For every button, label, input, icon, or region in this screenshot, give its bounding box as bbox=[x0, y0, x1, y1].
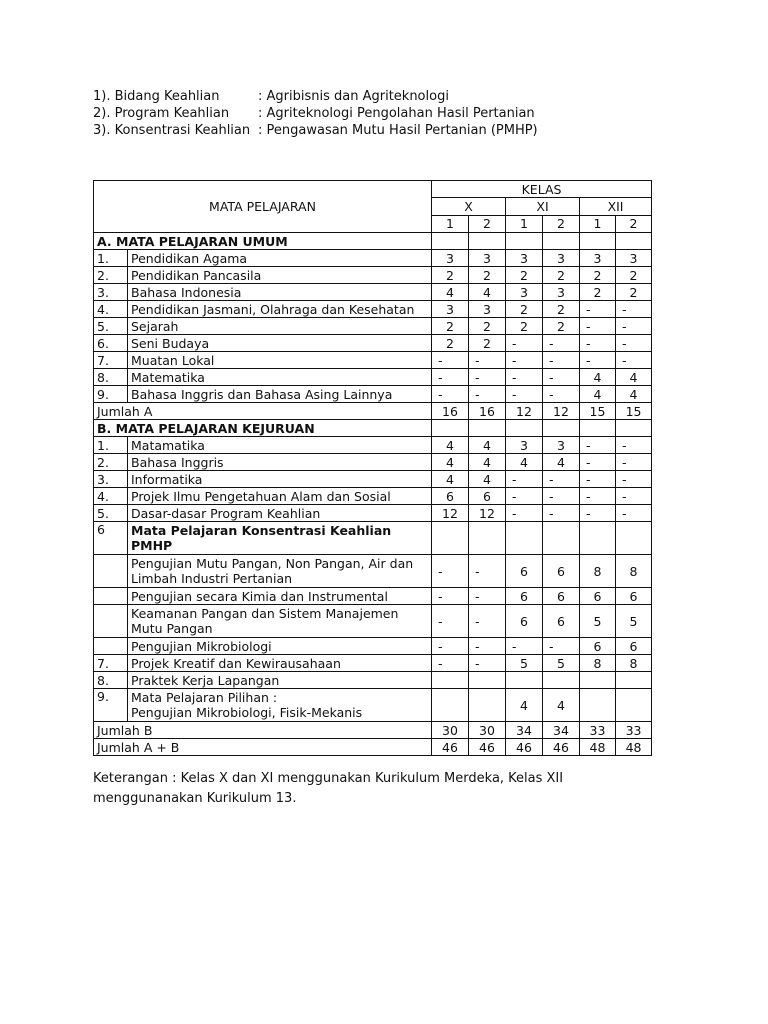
subject-number: 6. bbox=[94, 335, 128, 352]
hours-cell: - bbox=[543, 488, 580, 505]
kelas-header: KELAS bbox=[432, 181, 652, 198]
hours-cell: 3 bbox=[469, 250, 506, 267]
hours-cell: 33 bbox=[580, 722, 616, 739]
jumlah-a-row-label: Jumlah A bbox=[94, 403, 432, 420]
subject-row bbox=[94, 488, 652, 505]
footnote: Keterangan : Kelas X dan XI menggunakan Kurikulum Merdeka, Kelas XII menggunanakan Kurikulum 13. bbox=[93, 771, 564, 806]
hours-cell: 3 bbox=[543, 250, 580, 267]
info-value: : Pengawasan Mutu Hasil Pertanian (PMHP) bbox=[258, 123, 538, 138]
hours-cell: 2 bbox=[469, 267, 506, 284]
subject-row bbox=[94, 352, 652, 369]
hours-cell: - bbox=[506, 352, 543, 369]
subject-row bbox=[94, 655, 652, 672]
konsentrasi-item-name: Pengujian secara Kimia dan Instrumental bbox=[128, 588, 432, 605]
hours-cell: 4 bbox=[543, 689, 580, 722]
empty-cell bbox=[616, 522, 652, 555]
hours-cell: - bbox=[469, 588, 506, 605]
hours-cell: - bbox=[432, 386, 469, 403]
hours-cell: - bbox=[580, 437, 616, 454]
hours-cell: 3 bbox=[543, 437, 580, 454]
subject-name: Seni Budaya bbox=[128, 335, 432, 352]
curriculum-table-body bbox=[94, 181, 652, 756]
hours-cell: 4 bbox=[432, 284, 469, 301]
hours-cell: - bbox=[580, 488, 616, 505]
hours-cell bbox=[580, 689, 616, 722]
hours-cell: 30 bbox=[469, 722, 506, 739]
konsentrasi-header-row bbox=[94, 522, 652, 555]
hours-cell: - bbox=[580, 352, 616, 369]
empty-cell bbox=[506, 522, 543, 555]
jumlah-b-row-label: Jumlah B bbox=[94, 722, 432, 739]
hours-cell: - bbox=[469, 555, 506, 588]
hours-cell: 2 bbox=[580, 284, 616, 301]
hours-cell: 2 bbox=[506, 267, 543, 284]
hours-cell: - bbox=[432, 588, 469, 605]
hours-cell: 3 bbox=[580, 250, 616, 267]
hours-cell: 6 bbox=[580, 638, 616, 655]
info-row bbox=[93, 122, 538, 139]
hours-cell: 2 bbox=[432, 267, 469, 284]
hours-cell: 12 bbox=[543, 403, 580, 420]
hours-cell: - bbox=[506, 335, 543, 352]
subject-number: 3. bbox=[94, 284, 128, 301]
subject-name: Pendidikan Agama bbox=[128, 250, 432, 267]
subject-name: Matematika bbox=[128, 369, 432, 386]
hours-cell bbox=[432, 672, 469, 689]
hours-cell bbox=[580, 672, 616, 689]
jumlah-ab-row-label: Jumlah A + B bbox=[94, 739, 432, 756]
hours-cell: - bbox=[469, 655, 506, 672]
subject-number: 7. bbox=[94, 655, 128, 672]
hours-cell: - bbox=[432, 655, 469, 672]
hours-cell: 4 bbox=[506, 454, 543, 471]
hours-cell: 4 bbox=[469, 284, 506, 301]
subject-name: Sejarah bbox=[128, 318, 432, 335]
subject-name: Projek Ilmu Pengetahuan Alam dan Sosial bbox=[128, 488, 432, 505]
hours-cell: 4 bbox=[469, 471, 506, 488]
hours-cell: 2 bbox=[616, 284, 652, 301]
subject-row bbox=[94, 672, 652, 689]
hours-cell: 4 bbox=[580, 369, 616, 386]
subject-row bbox=[94, 301, 652, 318]
empty-cell bbox=[543, 233, 580, 250]
hours-cell: - bbox=[543, 369, 580, 386]
hours-cell: 12 bbox=[432, 505, 469, 522]
hours-cell: 2 bbox=[469, 318, 506, 335]
semester-header: 2 bbox=[469, 215, 506, 232]
subject-number: 9. bbox=[94, 689, 128, 722]
konsentrasi-title: Mata Pelajaran Konsentrasi Keahlian PMHP bbox=[128, 522, 432, 555]
hours-cell: - bbox=[616, 437, 652, 454]
hours-cell: - bbox=[469, 605, 506, 638]
section-a-title: A. MATA PELAJARAN UMUM bbox=[94, 233, 432, 250]
hours-cell: - bbox=[432, 369, 469, 386]
hours-cell bbox=[616, 689, 652, 722]
hours-cell: 2 bbox=[469, 335, 506, 352]
grade-xi-header: XI bbox=[506, 198, 580, 215]
hours-cell: - bbox=[616, 471, 652, 488]
semester-header: 1 bbox=[506, 215, 543, 232]
hours-cell: 5 bbox=[616, 605, 652, 638]
empty-number-cell bbox=[94, 605, 128, 638]
subject-header: MATA PELAJARAN bbox=[94, 181, 432, 233]
hours-cell: 3 bbox=[543, 284, 580, 301]
hours-cell: 6 bbox=[432, 488, 469, 505]
hours-cell: 15 bbox=[616, 403, 652, 420]
hours-cell: 4 bbox=[506, 689, 543, 722]
hours-cell: - bbox=[543, 505, 580, 522]
subject-row bbox=[94, 437, 652, 454]
hours-cell: - bbox=[432, 605, 469, 638]
hours-cell: 33 bbox=[616, 722, 652, 739]
hours-cell: 16 bbox=[432, 403, 469, 420]
subject-number: 8. bbox=[94, 369, 128, 386]
hours-cell: - bbox=[506, 505, 543, 522]
hours-cell: 6 bbox=[580, 588, 616, 605]
subject-number: 8. bbox=[94, 672, 128, 689]
empty-cell bbox=[432, 420, 469, 437]
subject-number: 5. bbox=[94, 505, 128, 522]
subject-name: Informatika bbox=[128, 471, 432, 488]
subject-name: Praktek Kerja Lapangan bbox=[128, 672, 432, 689]
hours-cell: 6 bbox=[506, 605, 543, 638]
hours-cell: 2 bbox=[543, 267, 580, 284]
hours-cell: 2 bbox=[580, 267, 616, 284]
hours-cell: - bbox=[543, 638, 580, 655]
subject-row bbox=[94, 284, 652, 301]
konsentrasi-item-row bbox=[94, 588, 652, 605]
hours-cell: - bbox=[469, 386, 506, 403]
hours-cell: 8 bbox=[580, 555, 616, 588]
subject-name: Pendidikan Jasmani, Olahraga dan Kesehatan bbox=[128, 301, 432, 318]
pilihan-line1: Mata Pelajaran Pilihan : bbox=[131, 690, 278, 705]
hours-cell: - bbox=[432, 555, 469, 588]
empty-cell bbox=[543, 420, 580, 437]
subject-number: 3. bbox=[94, 471, 128, 488]
hours-cell: - bbox=[616, 301, 652, 318]
grade-x-header: X bbox=[432, 198, 506, 215]
hours-cell: 6 bbox=[543, 605, 580, 638]
info-label: 1). Bidang Keahlian bbox=[93, 89, 220, 104]
section-b-row bbox=[94, 420, 652, 437]
subject-row bbox=[94, 369, 652, 386]
subject-name: Bahasa Inggris dan Bahasa Asing Lainnya bbox=[128, 386, 432, 403]
subject-name: Pendidikan Pancasila bbox=[128, 267, 432, 284]
hours-cell: - bbox=[580, 301, 616, 318]
subject-name: Matamatika bbox=[128, 437, 432, 454]
jumlah-b-row bbox=[94, 722, 652, 739]
konsentrasi-item-name: Pengujian Mutu Pangan, Non Pangan, Air dan Limbah Industri Pertanian bbox=[128, 555, 432, 588]
hours-cell: 6 bbox=[616, 588, 652, 605]
hours-cell: 4 bbox=[432, 471, 469, 488]
hours-cell: 6 bbox=[543, 555, 580, 588]
info-row bbox=[93, 88, 538, 105]
hours-cell: 2 bbox=[616, 267, 652, 284]
hours-cell bbox=[469, 672, 506, 689]
jumlah-a-row bbox=[94, 403, 652, 420]
empty-cell bbox=[469, 233, 506, 250]
subject-row bbox=[94, 267, 652, 284]
hours-cell: - bbox=[506, 488, 543, 505]
konsentrasi-item-name: Keamanan Pangan dan Sistem Manajemen Mutu Pangan bbox=[128, 605, 432, 638]
pilihan-name bbox=[128, 689, 432, 722]
hours-cell: 3 bbox=[506, 250, 543, 267]
hours-cell: - bbox=[616, 318, 652, 335]
hours-cell: 3 bbox=[616, 250, 652, 267]
subject-row bbox=[94, 471, 652, 488]
hours-cell: 4 bbox=[432, 437, 469, 454]
subject-name: Muatan Lokal bbox=[128, 352, 432, 369]
hours-cell: 6 bbox=[506, 588, 543, 605]
subject-number: 4. bbox=[94, 488, 128, 505]
konsentrasi-item-row bbox=[94, 638, 652, 655]
hours-cell: 6 bbox=[469, 488, 506, 505]
empty-cell bbox=[432, 522, 469, 555]
hours-cell: - bbox=[543, 335, 580, 352]
hours-cell bbox=[469, 689, 506, 722]
header-row-kelas bbox=[94, 181, 652, 198]
subject-number: 1. bbox=[94, 250, 128, 267]
subject-row bbox=[94, 335, 652, 352]
empty-cell bbox=[580, 420, 616, 437]
program-info bbox=[93, 88, 538, 139]
info-row bbox=[93, 105, 538, 122]
hours-cell: - bbox=[616, 488, 652, 505]
hours-cell: 2 bbox=[506, 301, 543, 318]
hours-cell: - bbox=[432, 352, 469, 369]
subject-name: Bahasa Indonesia bbox=[128, 284, 432, 301]
empty-cell bbox=[432, 233, 469, 250]
hours-cell: 4 bbox=[469, 437, 506, 454]
empty-number-cell bbox=[94, 638, 128, 655]
hours-cell: 8 bbox=[580, 655, 616, 672]
pilihan-row bbox=[94, 689, 652, 722]
subject-name: Bahasa Inggris bbox=[128, 454, 432, 471]
hours-cell: 6 bbox=[506, 555, 543, 588]
hours-cell: 48 bbox=[616, 739, 652, 756]
hours-cell: - bbox=[432, 638, 469, 655]
hours-cell: 5 bbox=[543, 655, 580, 672]
semester-header: 1 bbox=[432, 215, 469, 232]
hours-cell: 2 bbox=[432, 335, 469, 352]
subject-name: Projek Kreatif dan Kewirausahaan bbox=[128, 655, 432, 672]
hours-cell: 3 bbox=[432, 250, 469, 267]
empty-number-cell bbox=[94, 555, 128, 588]
empty-number-cell bbox=[94, 588, 128, 605]
empty-cell bbox=[543, 522, 580, 555]
hours-cell: - bbox=[543, 386, 580, 403]
hours-cell: - bbox=[580, 454, 616, 471]
hours-cell: - bbox=[616, 335, 652, 352]
hours-cell: 46 bbox=[432, 739, 469, 756]
hours-cell bbox=[616, 672, 652, 689]
hours-cell: 4 bbox=[580, 386, 616, 403]
pilihan-line2: Pengujian Mikrobiologi, Fisik-Mekanis bbox=[131, 705, 363, 720]
hours-cell: 48 bbox=[580, 739, 616, 756]
hours-cell: 6 bbox=[543, 588, 580, 605]
info-label: 2). Program Keahlian bbox=[93, 106, 230, 121]
hours-cell bbox=[432, 689, 469, 722]
curriculum-table bbox=[93, 180, 652, 756]
hours-cell: 4 bbox=[543, 454, 580, 471]
hours-cell: 2 bbox=[506, 318, 543, 335]
hours-cell: 8 bbox=[616, 555, 652, 588]
hours-cell: 3 bbox=[506, 437, 543, 454]
hours-cell: 46 bbox=[506, 739, 543, 756]
hours-cell: - bbox=[506, 471, 543, 488]
hours-cell: - bbox=[469, 352, 506, 369]
hours-cell: 2 bbox=[543, 301, 580, 318]
jumlah-ab-row bbox=[94, 739, 652, 756]
subject-row bbox=[94, 250, 652, 267]
hours-cell: - bbox=[469, 369, 506, 386]
hours-cell: 2 bbox=[543, 318, 580, 335]
hours-cell: - bbox=[506, 386, 543, 403]
hours-cell: 3 bbox=[506, 284, 543, 301]
subject-name: Dasar-dasar Program Keahlian bbox=[128, 505, 432, 522]
hours-cell: - bbox=[616, 505, 652, 522]
hours-cell: 34 bbox=[506, 722, 543, 739]
hours-cell: 4 bbox=[616, 386, 652, 403]
empty-cell bbox=[616, 420, 652, 437]
konsentrasi-item-row bbox=[94, 605, 652, 638]
info-label: 3). Konsentrasi Keahlian bbox=[93, 123, 251, 138]
konsentrasi-item-name: Pengujian Mikrobiologi bbox=[128, 638, 432, 655]
hours-cell: - bbox=[506, 638, 543, 655]
subject-number: 6 bbox=[94, 522, 128, 555]
semester-header: 2 bbox=[616, 215, 652, 232]
info-value: : Agribisnis dan Agriteknologi bbox=[258, 89, 449, 104]
hours-cell: 6 bbox=[616, 638, 652, 655]
hours-cell: - bbox=[580, 471, 616, 488]
subject-row bbox=[94, 386, 652, 403]
hours-cell: 30 bbox=[432, 722, 469, 739]
hours-cell: 12 bbox=[469, 505, 506, 522]
subject-number: 1. bbox=[94, 437, 128, 454]
hours-cell: 34 bbox=[543, 722, 580, 739]
hours-cell: - bbox=[616, 352, 652, 369]
hours-cell bbox=[506, 672, 543, 689]
hours-cell: 4 bbox=[469, 454, 506, 471]
hours-cell: 15 bbox=[580, 403, 616, 420]
subject-number: 4. bbox=[94, 301, 128, 318]
hours-cell: 4 bbox=[432, 454, 469, 471]
hours-cell: 5 bbox=[506, 655, 543, 672]
subject-number: 2. bbox=[94, 267, 128, 284]
info-value: : Agriteknologi Pengolahan Hasil Pertanian bbox=[258, 106, 535, 121]
grade-xii-header: XII bbox=[580, 198, 652, 215]
hours-cell: 2 bbox=[432, 318, 469, 335]
hours-cell: 12 bbox=[506, 403, 543, 420]
empty-cell bbox=[580, 233, 616, 250]
empty-cell bbox=[506, 420, 543, 437]
subject-row bbox=[94, 318, 652, 335]
hours-cell: - bbox=[580, 505, 616, 522]
empty-cell bbox=[506, 233, 543, 250]
empty-cell bbox=[469, 420, 506, 437]
empty-cell bbox=[616, 233, 652, 250]
subject-number: 5. bbox=[94, 318, 128, 335]
subject-row bbox=[94, 505, 652, 522]
subject-number: 9. bbox=[94, 386, 128, 403]
hours-cell: 16 bbox=[469, 403, 506, 420]
hours-cell: 3 bbox=[432, 301, 469, 318]
subject-number: 7. bbox=[94, 352, 128, 369]
hours-cell: - bbox=[543, 471, 580, 488]
konsentrasi-item-row bbox=[94, 555, 652, 588]
empty-cell bbox=[469, 522, 506, 555]
section-b-title: B. MATA PELAJARAN KEJURUAN bbox=[94, 420, 432, 437]
subject-row bbox=[94, 454, 652, 471]
hours-cell: - bbox=[543, 352, 580, 369]
hours-cell: - bbox=[580, 318, 616, 335]
hours-cell: 4 bbox=[616, 369, 652, 386]
hours-cell: 46 bbox=[469, 739, 506, 756]
hours-cell: - bbox=[506, 369, 543, 386]
hours-cell: 8 bbox=[616, 655, 652, 672]
hours-cell: - bbox=[580, 335, 616, 352]
hours-cell bbox=[543, 672, 580, 689]
hours-cell: 3 bbox=[469, 301, 506, 318]
section-a-row bbox=[94, 233, 652, 250]
hours-cell: - bbox=[616, 454, 652, 471]
semester-header: 1 bbox=[580, 215, 616, 232]
hours-cell: 46 bbox=[543, 739, 580, 756]
hours-cell: 5 bbox=[580, 605, 616, 638]
empty-cell bbox=[580, 522, 616, 555]
subject-number: 2. bbox=[94, 454, 128, 471]
semester-header: 2 bbox=[543, 215, 580, 232]
hours-cell: - bbox=[469, 638, 506, 655]
